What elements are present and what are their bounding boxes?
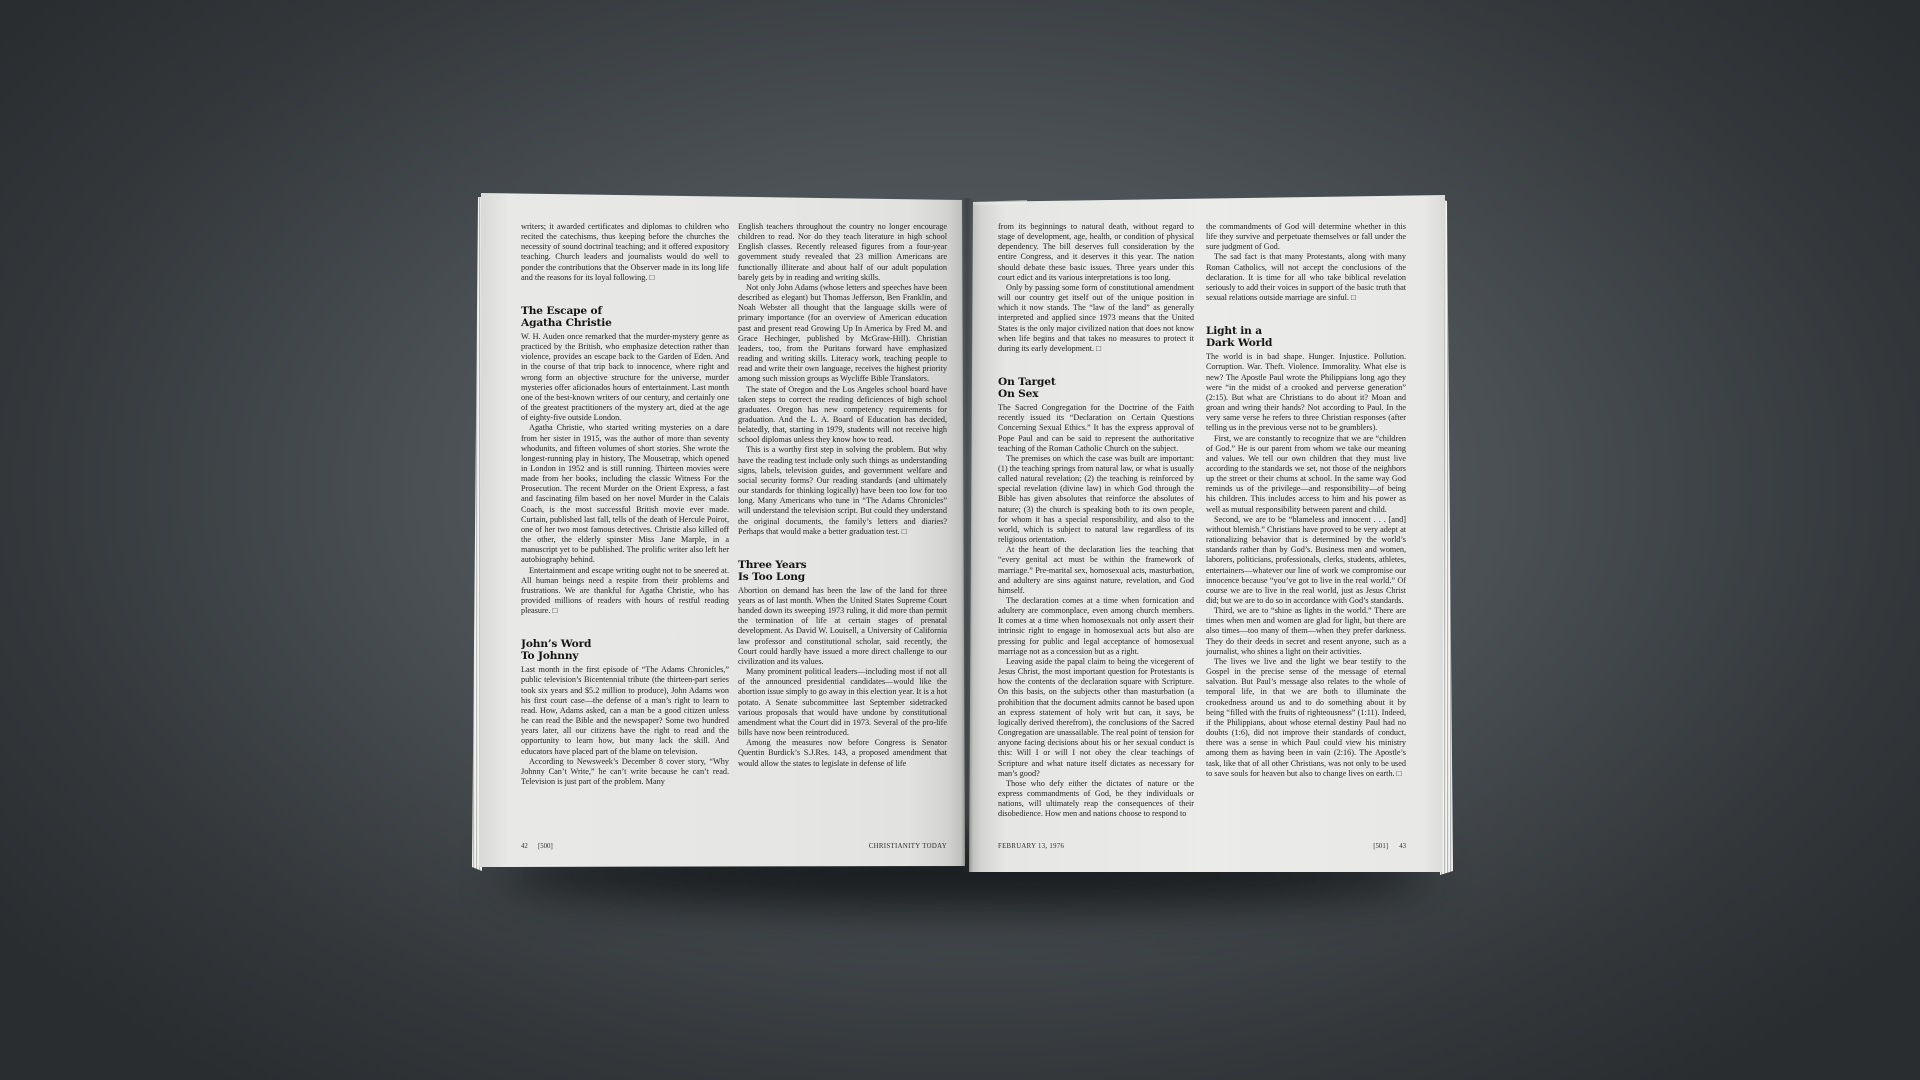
page-top-sheen xyxy=(967,196,1027,206)
paragraph: Third, we are to “shine as lights in the world.” There are times when men and women are glad for light, but there are also times—too many of them—when they prefer darkness. They do their deeds in secret and resent anyone, such as a journalist, who shines a light on their activities. xyxy=(1206,606,1406,656)
heading-line: Agatha Christie xyxy=(521,316,612,329)
paragraph: Not only John Adams (whose letters and speeches have been described as elegant) but Thomas Jefferson, Ben Franklin, and Noah Webster all thought that the language skills were of primary importance (for an overview of American education past and present read Growing Up In America by Fred M. and Grace Hechinger, published by McGraw-Hill). Christian leaders, too, from the Puritans forward have emphasized reading and writing skills. Literacy work, teaching people to read and write their own language, receives the highest priority among such mission groups as Wycliffe Bible Translators. xyxy=(738,282,947,384)
paragraph: Among the measures now before Congress is Senator Quentin Burdick’s S.J.Res. 143, a proposed amendment that would allow the states to legislate in defense of life xyxy=(738,738,947,768)
article-heading-light-in-a-dark-world xyxy=(1206,325,1406,349)
heading-line: John’s Word xyxy=(521,638,592,651)
paragraph: At the heart of the declaration lies the teaching that “every genital act must be within the framework of marriage.” Pre-marital sex, homosexual acts, masturbation, and adultery are sins against nature, revelation, and God himself. xyxy=(998,545,1194,595)
running-head: CHRISTIANITY TODAY xyxy=(868,843,947,850)
page-number-right: 43 xyxy=(1399,843,1406,850)
heading-line: Three Years xyxy=(738,558,807,571)
paragraph: Second, we are to be “blameless and innocent . . . [and] without blemish.” Christians have proved to be very adept at rationalizing behavior that is determined by the world’s standards rather than by God’s. Business men and women, laborers, politicians, professionals, clerks, students, athletes, entertainers—whatever our line of work we compromise our innocence because “you’ve got to live in the real world.” Of course we are to live in the real world, just as Jesus Christ did; but we are to do so in accordance with God’s standards. xyxy=(1206,514,1406,605)
heading-line: Dark World xyxy=(1206,337,1273,350)
page-number-left: 42 xyxy=(521,843,528,850)
page-bracket-number-left: [500] xyxy=(538,843,553,850)
paragraph: According to Newsweek’s December 8 cover story, “Why Johnny Can’t Write,” he can’t write because he can’t read. Television is just part of the problem. Many xyxy=(521,756,729,787)
paragraph: The world is in bad shape. Hunger. Injustice. Pollution. Corruption. War. Theft. Violence. Immorality. What else is new? The Apostle Paul wrote the Philippians long ago they were “in the midst of a crooked and perverse generation” (2:15). But what are Christians to do about it? Moan and groan and wring their hands? Not according to Paul. In the very same verse he refers to three Christian responses (after telling us in the previous verse not to be grumblers). xyxy=(1206,352,1406,433)
paragraph: Abortion on demand has been the law of the land for three years as of last month. When the United States Supreme Court handed down its sweeping 1973 ruling, it did more than permit the termination of life at certain stages of prenatal development. As David W. Louisell, a University of California law professor and constitutional scholar, said recently, the Court could hardly have issued a more direct challenge to our civilization and its values. xyxy=(738,585,947,666)
column-1 xyxy=(521,222,729,836)
article-heading-three-years xyxy=(738,559,947,583)
paragraph: The Sacred Congregation for the Doctrine of the Faith recently issued its “Declaration on Certain Questions Concerning Sexual Ethics.” It has the express approval of Pope Paul and can be said to represent the authoritative teaching of the Roman Catholic Church on the subject. xyxy=(998,403,1194,453)
heading-line: The Escape of xyxy=(521,304,602,317)
paragraph: This is a worthy first step in solving the problem. But why have the reading test include only such things as understanding signs, labels, television guides, and government welfare and social security forms? Our reading standards (and ultimately our standards for thinking logically) have been too low for too long. Many Americans who tune in “The Adams Chronicles” will understand the television script. But could they understand the original documents, the family’s letters and diaries? Perhaps that would make a better graduation test. □ xyxy=(738,445,947,536)
paragraph: Many prominent political leaders—including most if not all of the announced presidential candidates—would like the abortion issue simply to go away in this election year. It is a hot potato. A Senate subcommittee last September sidetracked various proposals that would have undone by constitutional amendment what the Court did in 1973. Several of the pro-life bills have now been reintroduced. xyxy=(738,667,947,738)
paragraph: Last month in the first episode of “The Adams Chronicles,” public television’s Bicentennial tribute (the thirteen-part series took six years and $5.2 million to produce), John Adams won his first court case—the defense of a man’s right to learn to read. How, Adams asked, can a man be a good citizen unless he can read the Bible and the newspaper? Some two hundred years later, all our citizens have the right to read and the opportunity to learn how, but many lack the skill. And educators have placed part of the blame on television. xyxy=(521,665,729,756)
paragraph: The premises on which the case was built are important: (1) the teaching springs from natural law, or what is usually called natural revelation; (2) the teaching is reinforced by special revelation (divine law) in which God through the Bible has given absolutes that reinforce the absolutes of nature; (3) the church is speaking both to its own people, for whom it has a special responsibility, and also to the world, which is subject to natural law regardless of its religious orientation. xyxy=(998,453,1194,545)
heading-line: On Target xyxy=(998,376,1056,389)
magazine-spine xyxy=(961,198,973,872)
column-4 xyxy=(1206,222,1406,836)
paragraph: Those who defy either the dictates of nature or the express commandments of God, be they individuals or nations, will ultimately reap the consequences of their disobedience. How men and nations choose to respond to xyxy=(998,778,1194,819)
heading-line: On Sex xyxy=(998,388,1039,401)
heading-line: To Johnny xyxy=(521,650,579,663)
paragraph: First, we are constantly to recognize that we are “children of God.” He is our parent from whom we take our meaning and values. We tell our own children that they must live according to the standards we set, not those of the neighbors up the street or their chums at school. In the same way God reminds us of the privilege—and responsibility—of being his children. This includes access to him and his power as well as mutual responsibility between parent and child. xyxy=(1206,433,1406,514)
page-bracket-number-right: [501] xyxy=(1373,843,1388,850)
paragraph: The state of Oregon and the Los Angeles school board have taken steps to correct the reading deficiences of high school graduates. Oregon has new competency requirements for graduation. And the L. A. Board of Education has decided, belatedly, that, starting in 1979, students will not receive high school diplomas unless they know how to read. xyxy=(738,384,947,445)
paragraph: The declaration comes at a time when fornication and adultery are commonplace, even among church members. It comes at a time when homosexuals not only assert their intrinsic right to engage in homosexual acts but also are pressing for public and legal acceptance of homosexual marriage not as a concession but as a right. xyxy=(998,596,1194,656)
paragraph: W. H. Auden once remarked that the murder-mystery genre as practiced by the British, who emphasize detection rather than violence, provides an escape back to the Garden of Eden. And in the course of that trip back to innocence, where right and wrong form an objective structure for the universe, murder mysteries offer aficionados hours of entertainment. Last month one of the best-known writers of our century, and certainly one of the greatest practitioners of the mystery art, died at the age of eighty-five outside London. xyxy=(521,331,729,423)
paragraph: Entertainment and escape writing ought not to be sneered at. All human beings need a respite from their problems and frustrations. We are thankful for Agatha Christie, who has provided millions of readers with hours of restful reading pleasure. □ xyxy=(521,565,729,616)
heading-line: Light in a xyxy=(1206,325,1262,338)
paragraph-continued: the commandments of God will determine whether in this life they survive and perpetuate themselves or fall under the sure judgment of God. xyxy=(1206,222,1406,252)
paragraph: Agatha Christie, who started writing mysteries on a dare from her sister in 1915, was the author of more than seventy whodunits, and fifteen volumes of short stories. She wrote the longest-running play in history, The Mousetrap, which opened in London in 1952 and is still running. Thirteen movies were made from her books, including the classic Witness For the Prosecution. The recent Murder on the Orient Express, a fast and fascinating film based on her novel Murder in the Calais Coach, is the most successful British movie ever made. Curtain, published last fall, tells of the death of Hercule Poirot, one of her two most famous detectives. Christie also killed off the other, the elderly spinster Miss Jane Marple, in a manuscript yet to be published. The prolific writer also left her autobiography behind. xyxy=(521,423,729,565)
column-3 xyxy=(998,222,1194,836)
article-heading-agatha-christie xyxy=(521,305,729,329)
heading-line: Is Too Long xyxy=(738,570,806,583)
paragraph: The sad fact is that many Protestants, along with many Roman Catholics, will not accept the conclusions of the declaration. It is time for all who take biblical revelation seriously to add their voices in support of the basic truth that sexual relations outside marriage are sinful. □ xyxy=(1206,252,1406,303)
paragraph-continued: writers; it awarded certificates and diplomas to children who recited the catechisms, thus keeping before the churches the necessity of sound doctrinal teaching; and it offered expository teaching. Church leaders and journalists would do well to ponder the contributions that the Observer made in its long life and the reasons for its loyal following. □ xyxy=(521,222,729,282)
paragraph: Leaving aside the papal claim to being the vicegerent of Jesus Christ, the most important question for Protestants is how the contents of the declaration square with Scripture. On this basis, on the subjects other than masturbation (a prohibition that the document admits cannot be based upon an express statement of holy writ but can, it says, be logically derived therefrom), the conclusions of the Sacred Congregation are unassailable. The real point of tension for anyone facing decisions about his or her sexual conduct is this: Will I or will I not obey the clear teachings of Scripture and what nature itself dictates as necessary for man’s good? xyxy=(998,656,1194,778)
paragraph-continued: English teachers throughout the country no longer encourage children to read. Nor do they teach literature in high school English classes. Recently released figures from a four-year government study revealed that 23 million Americans are functionally illiterate and about half of our adult population barely gets by in reading and writing skills. xyxy=(738,222,947,282)
paragraph-continued: from its beginnings to natural death, without regard to stage of development, age, health, or condition of physical dependency. The bill deserves full consideration by the entire Congress, and it deserves it this year. The nation should debate these basic issues. Three years under this court edict and its various interpretations is too long. xyxy=(998,222,1194,282)
article-heading-johns-word xyxy=(521,638,729,662)
paragraph: Only by passing some form of constitutional amendment will our country get itself out of the unique position in which it now stands. The “law of the land” as generally interpreted and applied since 1973 means that the United States is the only major civilized nation that does not know when life begins and that takes no measures to protect it during its early development. □ xyxy=(998,282,1194,353)
article-heading-on-target xyxy=(998,376,1194,400)
issue-date: FEBRUARY 13, 1976 xyxy=(998,843,1065,850)
paragraph: The lives we live and the light we bear testify to the Gospel in the precise sense of the message of eternal salvation. But Paul’s message also relates to the whole of temporal life, in that we are both to illuminate the crookedness around us and to do something about it by being “filled with the fruits of righteousness” (1:11). Indeed, if the Philippians, about whose eternal destiny Paul had no doubts (1:6), did not improve their standards of conduct, there was a sense in which Paul could view his ministry among them as having been in vain (2:16). The Apostle’s task, like that of all other Christians, was not only to be used to save souls for heaven but also to change lives on earth. □ xyxy=(1206,656,1406,778)
column-2 xyxy=(738,222,947,836)
